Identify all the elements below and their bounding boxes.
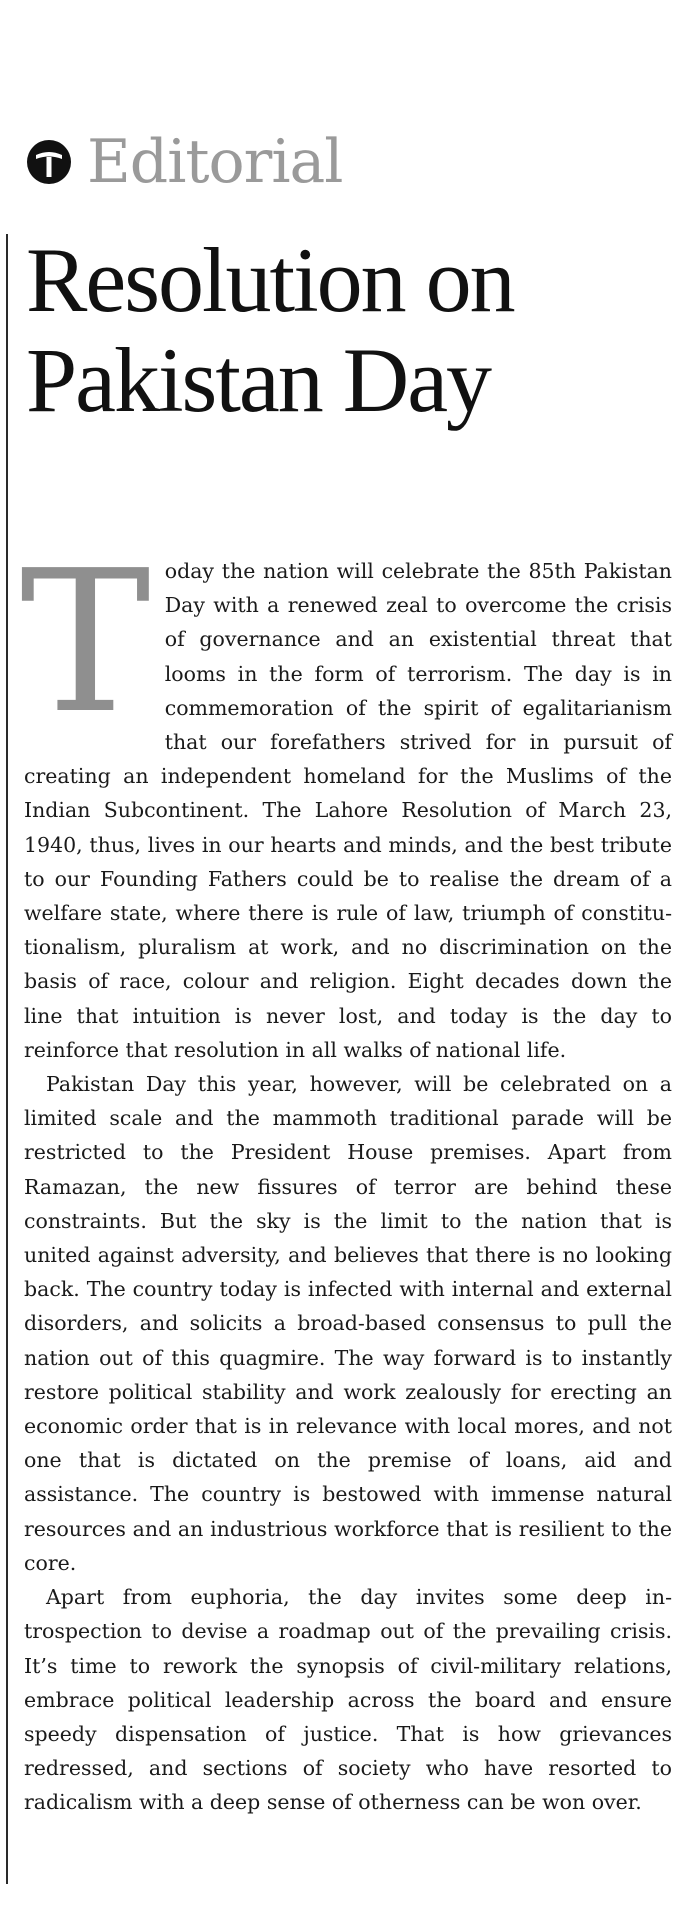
paragraph-2: Pakistan Day this year, however, will be celebrated on a limited scale and the mammoth traditional parade will be restricted to the President House premises. Apart from Ramazan, the new fissures of terror are behind these constraints. But the sky is the limit to the nation that is united against adversity, and believes that there is no looking back. The country today is infected with internal and external disorders, and solicits a broad-based consensus to pull the nation out of this quagmire. The way forward is to instantly restore political stability and work zealously for erecting an economic order that is in relevance with local mores, and not one that is dictated on the premise of loans, aid and assistance. The country is bestowed with immense natural resources and an industrious workforce that is resilient to the core. (24, 1072, 672, 1575)
t-logo-icon (27, 140, 71, 184)
paragraph-1-text: oday the nation will celebrate the 85th Pakistan Day with a renewed zeal to overcome the crisis of governance and an existential threat that looms in the form of terrorism. The day is in commemoration of the spirit of egalitarianism that our forefathers strived for in pursuit of creating an independent homeland for the Muslims of the Indian Subcontinent. The Lahore Resolution of March 23, 1940, thus, lives in our hearts and minds, and the best tribute to our Founding Fathers could be to realise the dream of a welfare state, where there is rule of law, triumph of constitutionalism, pluralism at work, and no discrimination on the basis of race, colour and religion. Eight decades down the line that intuition is never lost, and today is the day to reinforce that resolution in all walks of national life. (24, 559, 672, 1062)
article-body (20, 529, 672, 1820)
headline: Resolution on Pakistan Day (26, 229, 514, 431)
paragraph-3: Apart from euphoria, the day invites some deep introspection to devise a roadmap out of the prevailing crisis. It’s time to rework the synopsis of civil-military relations, embrace political leadership across the board and ensure speedy dispensation of justice. That is how grievances redressed, and sections of society who have resorted to radicalism with a deep sense of otherness can be won over. (24, 1585, 672, 1815)
section-label: Editorial (87, 127, 343, 197)
paragraph-1 (20, 529, 672, 1067)
section-masthead (27, 126, 342, 198)
drop-cap: T (20, 529, 151, 757)
left-column-rule (6, 234, 8, 1884)
